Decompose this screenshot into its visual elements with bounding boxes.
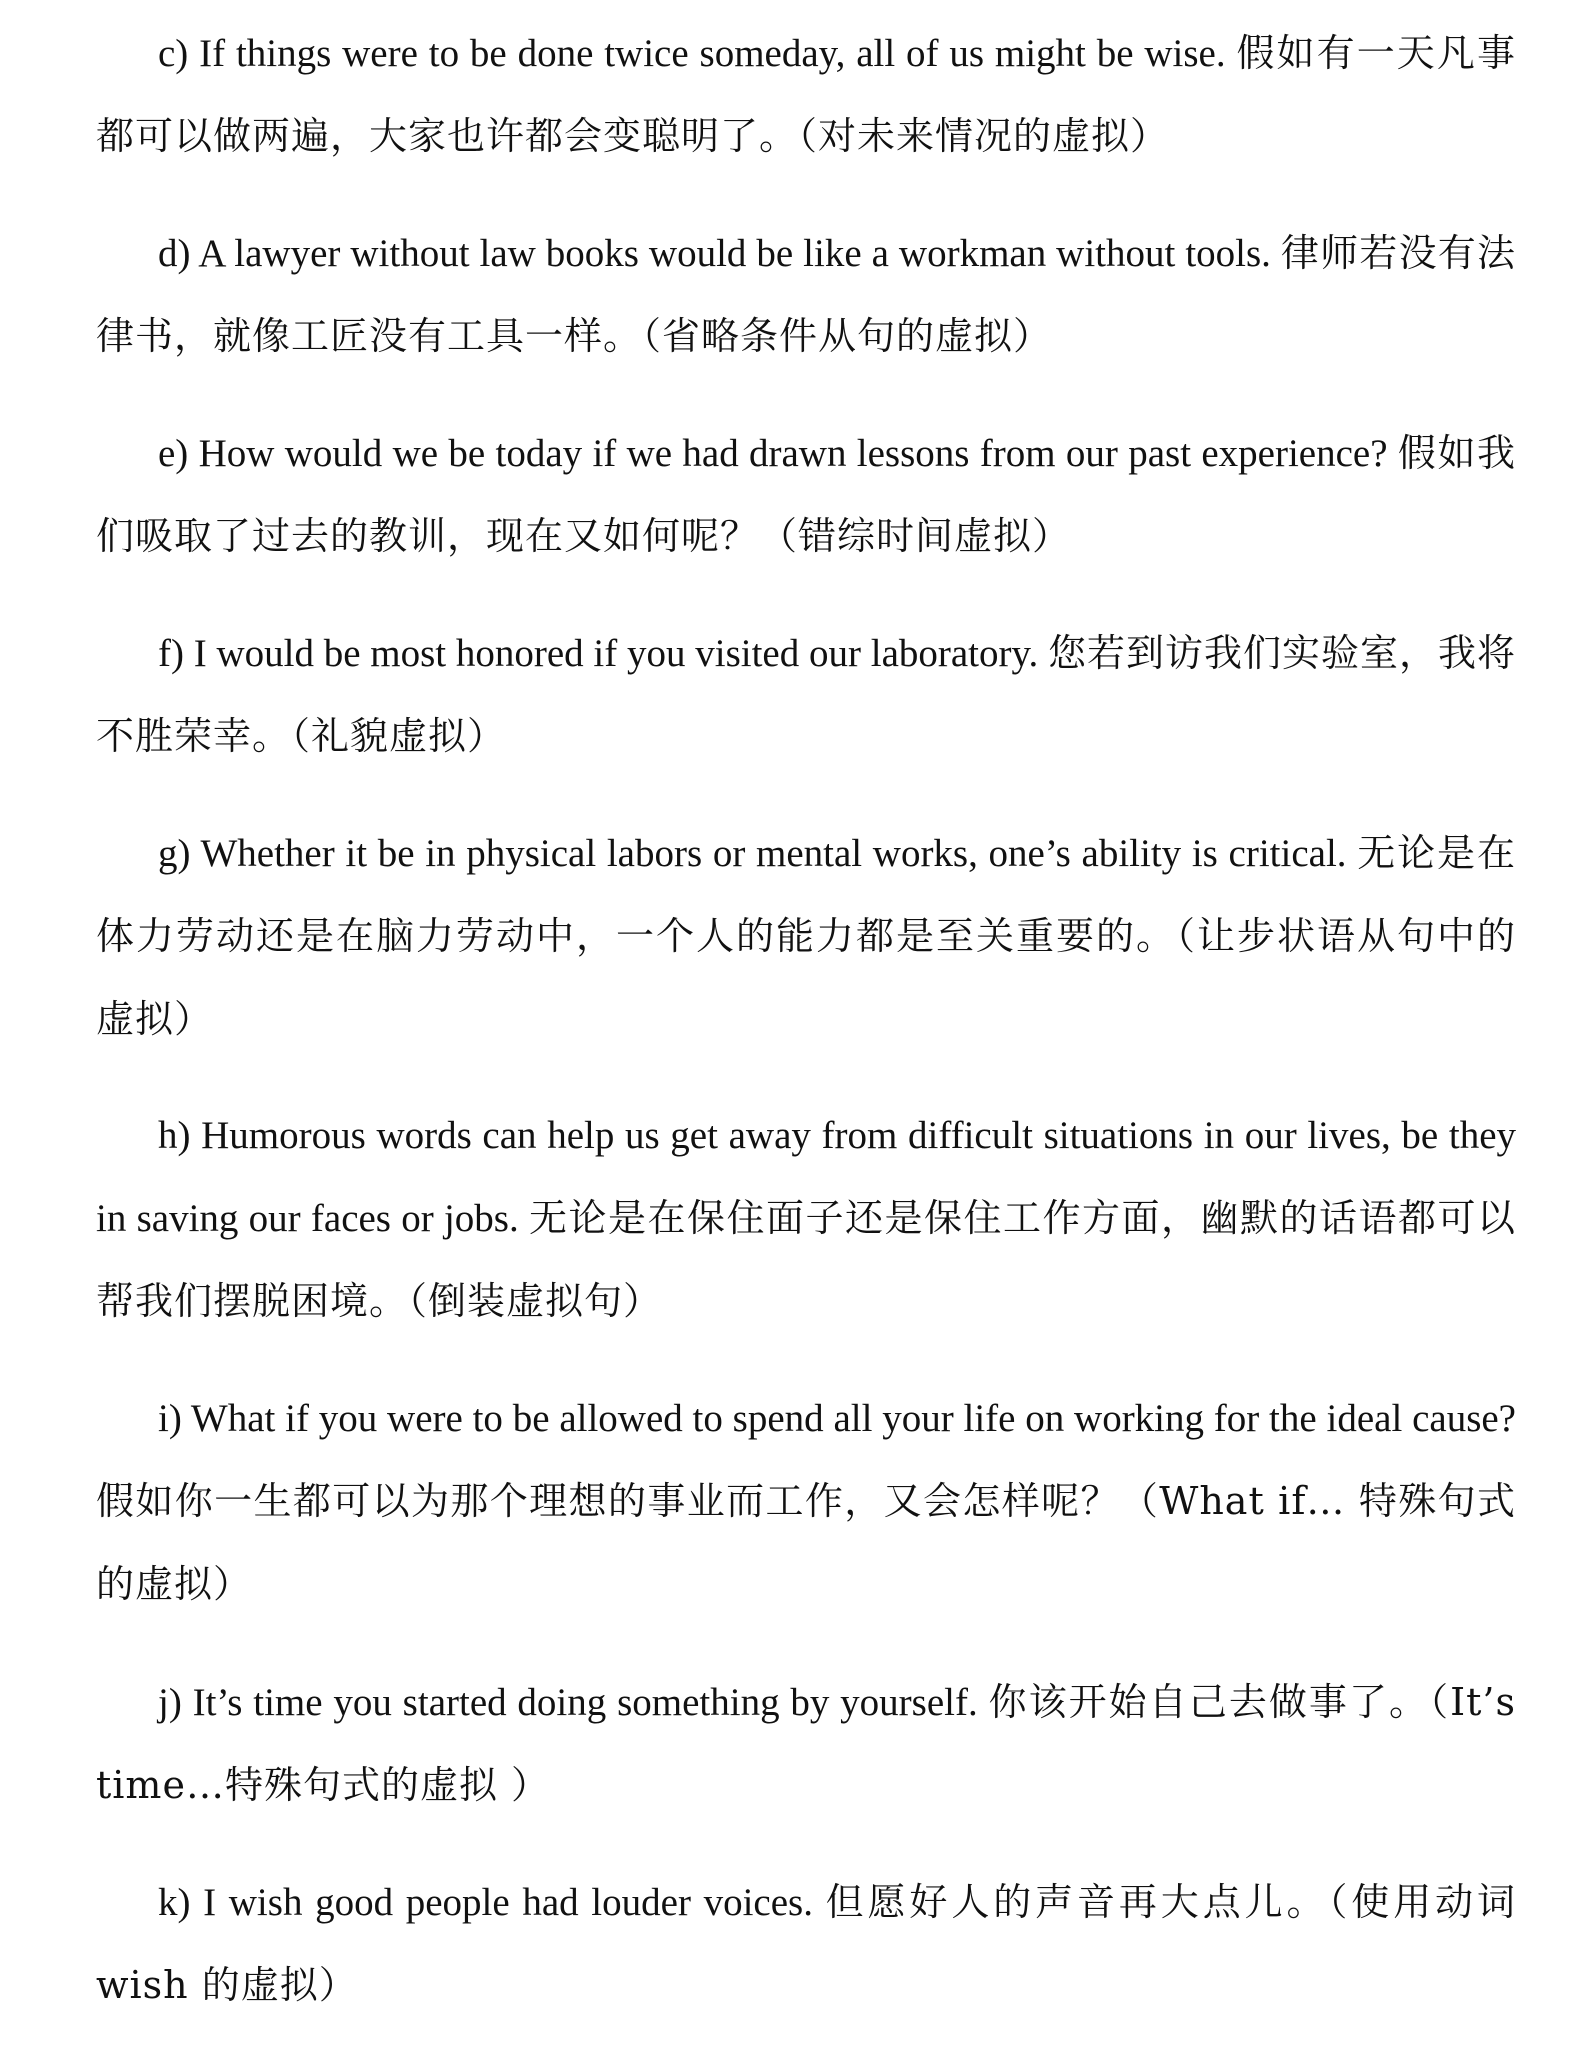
example-i xyxy=(96,1378,1516,1626)
example-e-chinese: 假如我们吸取了过去的教训，现在又如何呢？（错综时间虚拟） xyxy=(96,431,1517,558)
example-j-chinese: 你该开始自己去做事了。（It’s time…特殊句式的虚拟 ） xyxy=(96,1680,1517,1807)
example-j-english: j) It’s time you started doing something by yourself. xyxy=(158,1681,978,1724)
example-c-chinese: 假如有一天凡事都可以做两遍，大家也许都会变聪明了。（对未来情况的虚拟） xyxy=(96,31,1516,158)
example-d xyxy=(96,212,1516,378)
example-h xyxy=(96,1095,1516,1343)
example-k-english: k) I wish good people had louder voices. xyxy=(158,1881,813,1924)
example-c-english: c) If things were to be done twice someday, all of us might be wise. xyxy=(158,32,1226,75)
example-g-english: g) Whether it be in physical labors or mental works, one’s ability is critical. xyxy=(158,832,1347,875)
example-e xyxy=(96,412,1516,578)
example-d-chinese: 律师若没有法律书，就像工匠没有工具一样。（省略条件从句的虚拟） xyxy=(96,231,1517,358)
example-g-chinese: 无论是在体力劳动还是在脑力劳动中，一个人的能力都是至关重要的。（让步状语从句中的虚拟） xyxy=(96,831,1516,1041)
example-f-english: f) I would be most honored if you visited our laboratory. xyxy=(158,632,1039,675)
example-c xyxy=(96,12,1516,178)
example-f-chinese: 您若到访我们实验室，我将不胜荣幸。（礼貌虚拟） xyxy=(96,631,1516,758)
example-e-english: e) How would we be today if we had drawn lessons from our past experience? xyxy=(158,432,1388,475)
example-f xyxy=(96,612,1516,778)
example-i-english: i) What if you were to be allowed to spend all your life on working for the ideal cause? xyxy=(158,1397,1516,1440)
example-k xyxy=(96,1861,1516,2027)
example-h-english: h) Humorous words can help us get away from difficult situations in our lives, be they in saving our faces or jobs. xyxy=(96,1114,1516,1240)
example-k-chinese: 但愿好人的声音再大点儿。（使用动词 wish 的虚拟） xyxy=(96,1880,1516,2007)
example-d-english: d) A lawyer without law books would be like a workman without tools. xyxy=(158,232,1271,275)
example-i-chinese: 假如你一生都可以为那个理想的事业而工作，又会怎样呢？（What if… 特殊句式的虚拟） xyxy=(96,1479,1516,1606)
example-h-chinese: 无论是在保住面子还是保住工作方面，幽默的话语都可以帮我们摆脱困境。（倒装虚拟句） xyxy=(96,1196,1516,1323)
example-j xyxy=(96,1661,1516,1827)
example-g xyxy=(96,812,1516,1061)
